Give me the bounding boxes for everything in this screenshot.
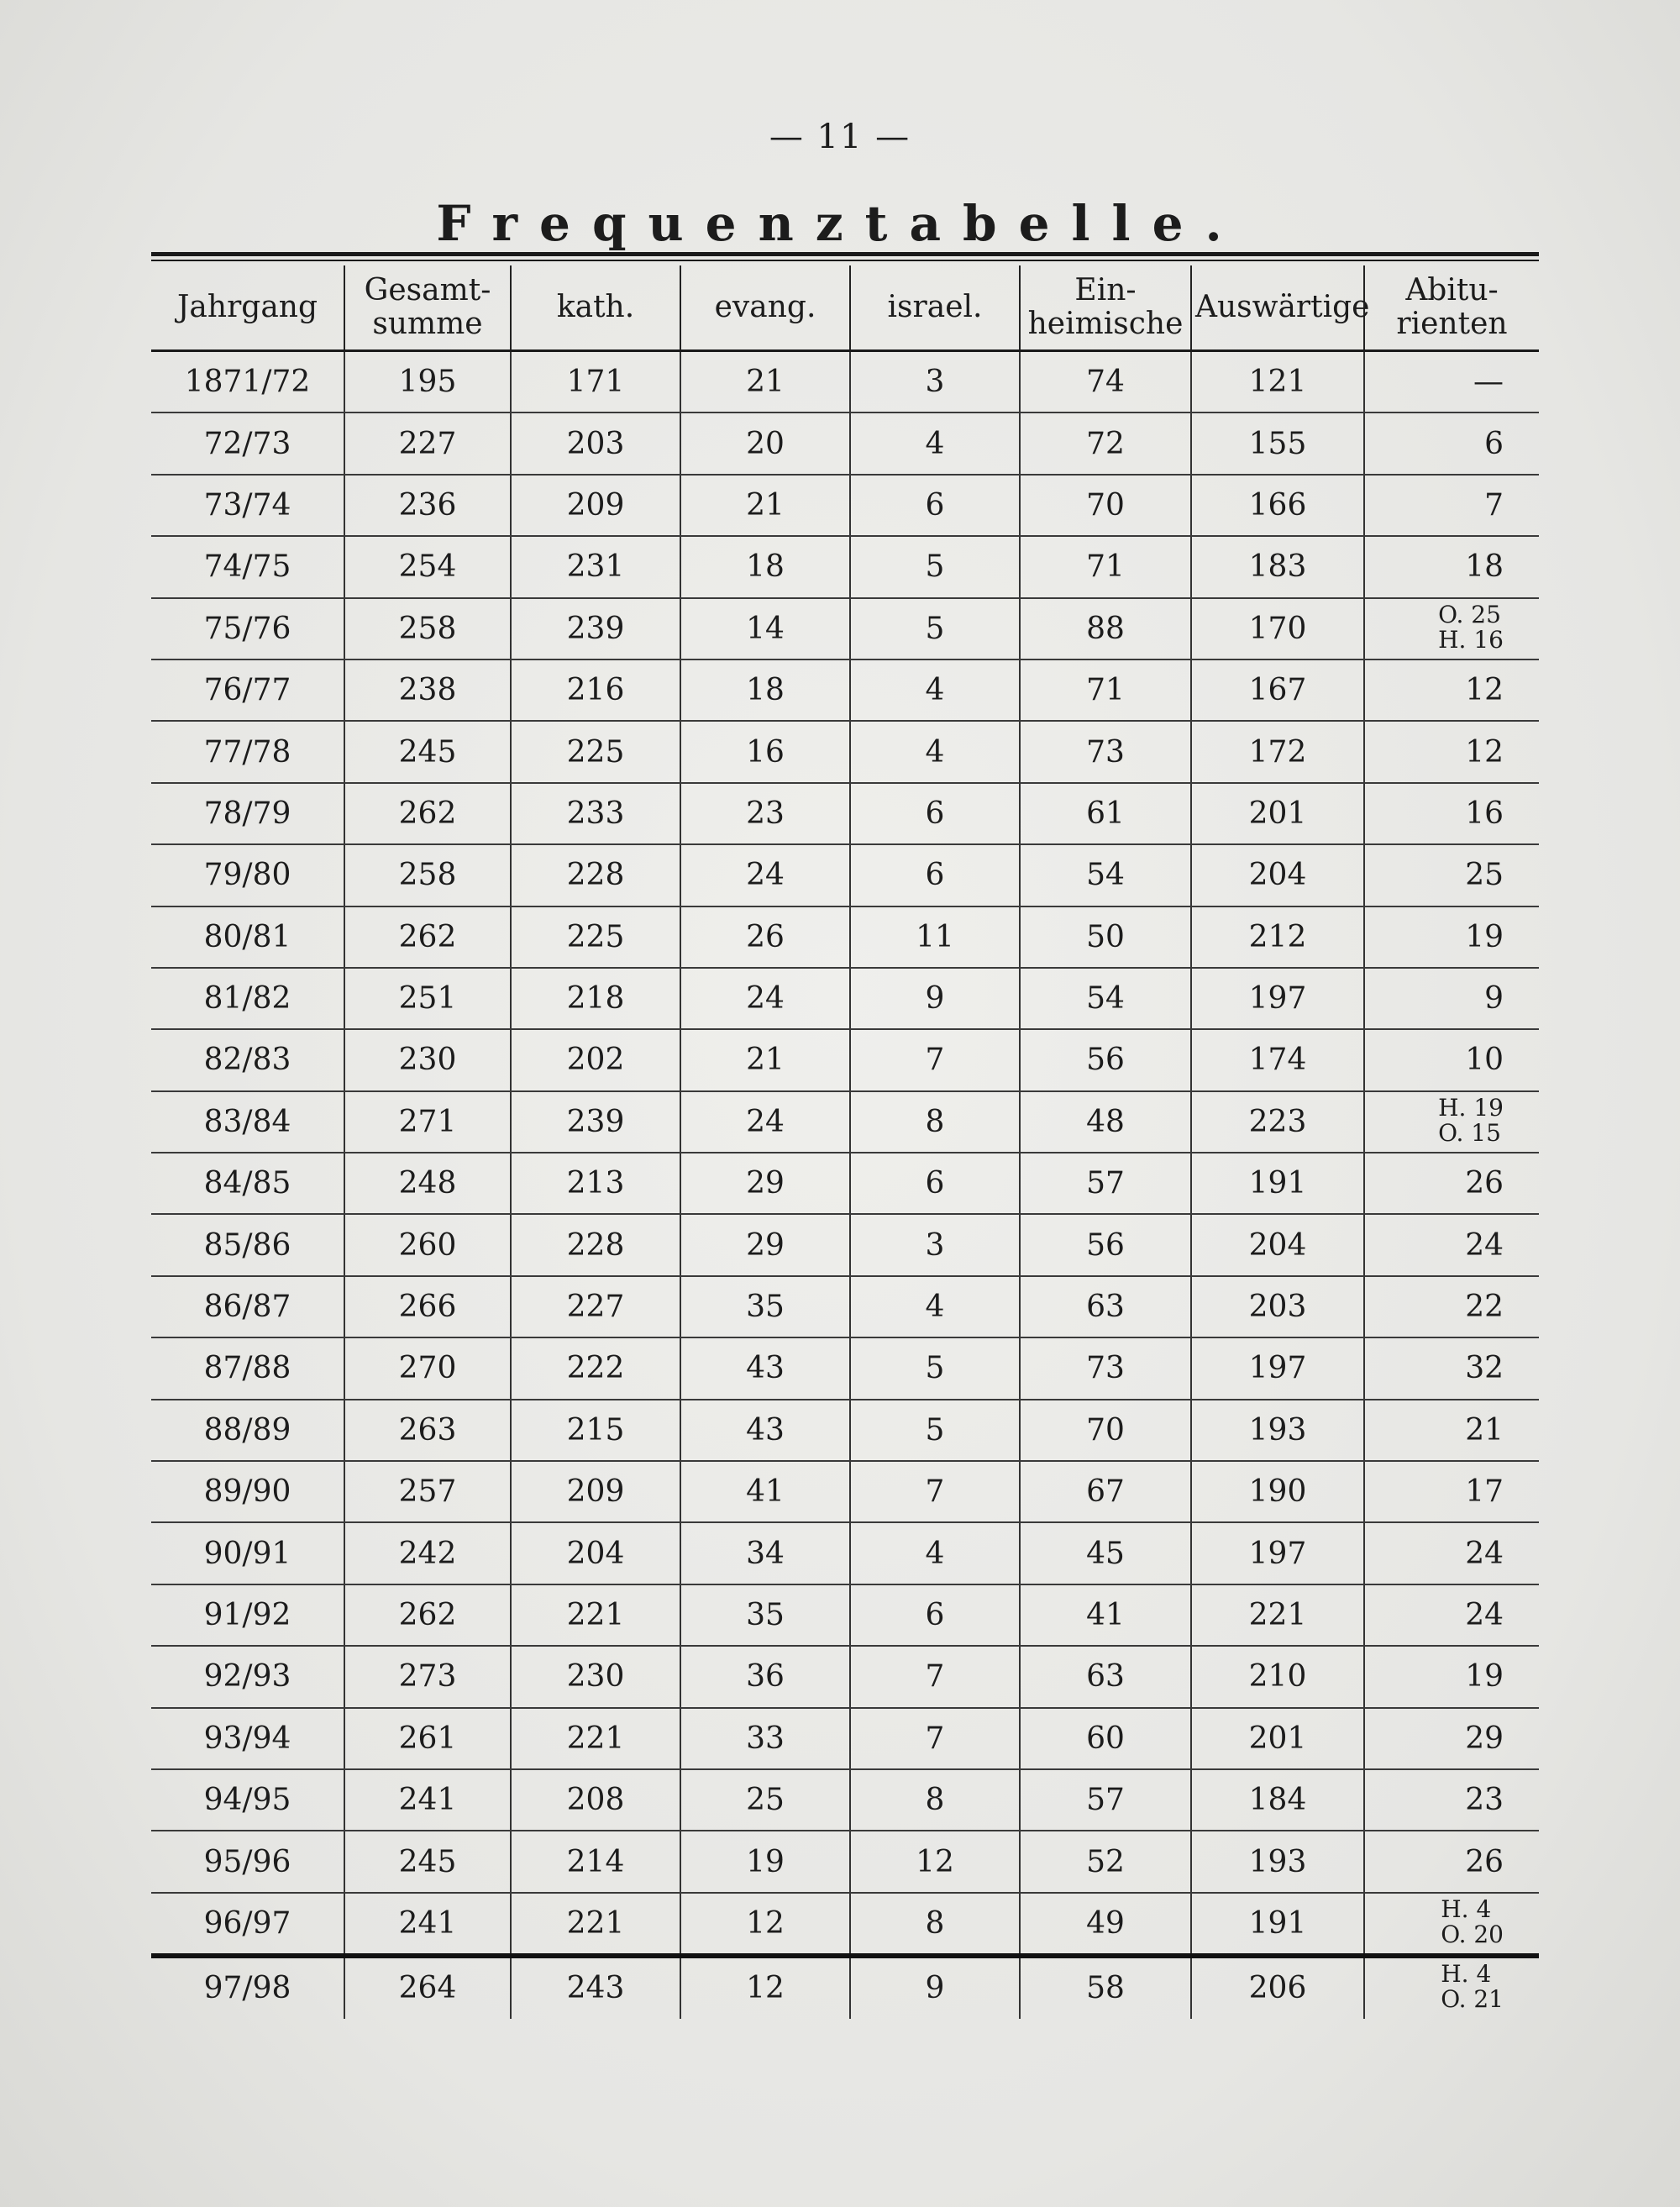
cell-year: 87/88 <box>151 1337 344 1399</box>
cell-graduates: 10 <box>1364 1029 1539 1090</box>
cell-nonlocal: 201 <box>1191 1708 1364 1769</box>
cell-year: 75/76 <box>151 598 344 659</box>
cell-graduates: — <box>1364 351 1539 413</box>
table-row <box>151 721 1539 782</box>
cell-nonlocal: 193 <box>1191 1831 1364 1892</box>
cell-jewish: 6 <box>850 1584 1020 1646</box>
cell-catholic: 215 <box>511 1400 680 1461</box>
cell-jewish: 6 <box>850 1153 1020 1214</box>
cell-total: 270 <box>344 1337 511 1399</box>
cell-total: 273 <box>344 1646 511 1707</box>
cell-year: 1871/72 <box>151 351 344 413</box>
graduates-split: H. 4 O. 20 <box>1441 1894 1504 1948</box>
cell-local: 61 <box>1020 783 1191 844</box>
cell-jewish: 8 <box>850 1091 1020 1153</box>
cell-graduates: 24 <box>1364 1584 1539 1646</box>
cell-graduates: 26 <box>1364 1831 1539 1892</box>
cell-local: 70 <box>1020 1400 1191 1461</box>
table-row <box>151 1893 1539 1956</box>
cell-local: 72 <box>1020 412 1191 474</box>
cell-graduates <box>1364 1893 1539 1956</box>
top-rule-thin <box>151 260 1539 261</box>
cell-protestant: 35 <box>680 1276 850 1337</box>
cell-year: 93/94 <box>151 1708 344 1769</box>
cell-local: 54 <box>1020 968 1191 1029</box>
cell-catholic: 231 <box>511 536 680 597</box>
cell-year: 89/90 <box>151 1461 344 1522</box>
column-header-protestant: evang. <box>680 265 850 351</box>
cell-nonlocal: 184 <box>1191 1769 1364 1831</box>
cell-total: 262 <box>344 906 511 968</box>
cell-graduates: 6 <box>1364 412 1539 474</box>
cell-protestant: 21 <box>680 1029 850 1090</box>
cell-jewish: 4 <box>850 412 1020 474</box>
cell-local: 73 <box>1020 1337 1191 1399</box>
cell-total: 245 <box>344 1831 511 1892</box>
cell-catholic: 225 <box>511 721 680 782</box>
cell-year: 92/93 <box>151 1646 344 1707</box>
cell-nonlocal: 197 <box>1191 968 1364 1029</box>
cell-total: 195 <box>344 351 511 413</box>
cell-year: 79/80 <box>151 844 344 906</box>
column-header-year: Jahrgang <box>151 265 344 351</box>
cell-year: 76/77 <box>151 659 344 721</box>
table-row <box>151 1276 1539 1337</box>
cell-total: 254 <box>344 536 511 597</box>
cell-graduates: 22 <box>1364 1276 1539 1337</box>
table-body <box>151 351 1539 2019</box>
cell-protestant: 19 <box>680 1831 850 1892</box>
cell-local: 54 <box>1020 844 1191 906</box>
cell-jewish: 3 <box>850 1214 1020 1275</box>
cell-jewish: 7 <box>850 1646 1020 1707</box>
cell-local: 45 <box>1020 1522 1191 1584</box>
cell-total: 258 <box>344 598 511 659</box>
cell-nonlocal: 193 <box>1191 1400 1364 1461</box>
page-number: — 11 — <box>769 118 911 156</box>
cell-year: 83/84 <box>151 1091 344 1153</box>
cell-year: 77/78 <box>151 721 344 782</box>
cell-graduates: 26 <box>1364 1153 1539 1214</box>
cell-jewish: 7 <box>850 1029 1020 1090</box>
cell-graduates <box>1364 1091 1539 1153</box>
table-row <box>151 1400 1539 1461</box>
cell-nonlocal: 172 <box>1191 721 1364 782</box>
cell-jewish: 8 <box>850 1893 1020 1956</box>
cell-graduates: 24 <box>1364 1522 1539 1584</box>
cell-graduates: 32 <box>1364 1337 1539 1399</box>
cell-catholic: 239 <box>511 1091 680 1153</box>
cell-protestant: 26 <box>680 906 850 968</box>
cell-catholic: 233 <box>511 783 680 844</box>
cell-jewish: 9 <box>850 968 1020 1029</box>
table-row <box>151 968 1539 1029</box>
cell-jewish: 3 <box>850 351 1020 413</box>
cell-protestant: 12 <box>680 1956 850 2018</box>
cell-catholic: 171 <box>511 351 680 413</box>
cell-protestant: 23 <box>680 783 850 844</box>
column-header-catholic: kath. <box>511 265 680 351</box>
cell-nonlocal: 204 <box>1191 844 1364 906</box>
cell-graduates: 7 <box>1364 475 1539 536</box>
cell-catholic: 221 <box>511 1708 680 1769</box>
cell-catholic: 213 <box>511 1153 680 1214</box>
frequency-table <box>151 265 1539 2019</box>
cell-protestant: 41 <box>680 1461 850 1522</box>
cell-nonlocal: 166 <box>1191 475 1364 536</box>
cell-catholic: 239 <box>511 598 680 659</box>
cell-nonlocal: 190 <box>1191 1461 1364 1522</box>
cell-local: 74 <box>1020 351 1191 413</box>
cell-total: 238 <box>344 659 511 721</box>
cell-protestant: 35 <box>680 1584 850 1646</box>
cell-jewish: 4 <box>850 659 1020 721</box>
cell-local: 60 <box>1020 1708 1191 1769</box>
table-row <box>151 1584 1539 1646</box>
cell-total: 227 <box>344 412 511 474</box>
cell-local: 71 <box>1020 536 1191 597</box>
cell-protestant: 24 <box>680 968 850 1029</box>
cell-protestant: 18 <box>680 536 850 597</box>
table-row <box>151 1091 1539 1153</box>
cell-nonlocal: 204 <box>1191 1214 1364 1275</box>
cell-local: 88 <box>1020 598 1191 659</box>
table-row <box>151 659 1539 721</box>
cell-jewish: 4 <box>850 721 1020 782</box>
cell-jewish: 5 <box>850 1400 1020 1461</box>
cell-jewish: 5 <box>850 598 1020 659</box>
table-row <box>151 598 1539 659</box>
cell-nonlocal: 155 <box>1191 412 1364 474</box>
cell-local: 50 <box>1020 906 1191 968</box>
table-row <box>151 1337 1539 1399</box>
cell-protestant: 21 <box>680 351 850 413</box>
cell-year: 80/81 <box>151 906 344 968</box>
cell-total: 258 <box>344 844 511 906</box>
table-row <box>151 1708 1539 1769</box>
cell-protestant: 36 <box>680 1646 850 1707</box>
cell-nonlocal: 206 <box>1191 1956 1364 2018</box>
cell-total: 262 <box>344 1584 511 1646</box>
cell-catholic: 218 <box>511 968 680 1029</box>
cell-local: 57 <box>1020 1769 1191 1831</box>
cell-graduates: 19 <box>1364 906 1539 968</box>
cell-year: 85/86 <box>151 1214 344 1275</box>
cell-nonlocal: 197 <box>1191 1337 1364 1399</box>
cell-year: 72/73 <box>151 412 344 474</box>
column-header-nonlocal: Auswärtige <box>1191 265 1364 351</box>
cell-local: 52 <box>1020 1831 1191 1892</box>
table-header <box>151 265 1539 351</box>
cell-total: 236 <box>344 475 511 536</box>
cell-catholic: 243 <box>511 1956 680 2018</box>
cell-total: 245 <box>344 721 511 782</box>
table-row <box>151 351 1539 413</box>
top-rule-thick <box>151 252 1539 256</box>
cell-nonlocal: 201 <box>1191 783 1364 844</box>
cell-protestant: 20 <box>680 412 850 474</box>
cell-year: 86/87 <box>151 1276 344 1337</box>
cell-graduates: 12 <box>1364 721 1539 782</box>
cell-catholic: 203 <box>511 412 680 474</box>
cell-year: 88/89 <box>151 1400 344 1461</box>
cell-jewish: 7 <box>850 1461 1020 1522</box>
cell-catholic: 227 <box>511 1276 680 1337</box>
column-header-jewish: israel. <box>850 265 1020 351</box>
cell-local: 56 <box>1020 1214 1191 1275</box>
cell-jewish: 12 <box>850 1831 1020 1892</box>
cell-protestant: 29 <box>680 1214 850 1275</box>
cell-total: 271 <box>344 1091 511 1153</box>
cell-total: 263 <box>344 1400 511 1461</box>
cell-nonlocal: 191 <box>1191 1893 1364 1956</box>
cell-local: 63 <box>1020 1276 1191 1337</box>
cell-jewish: 8 <box>850 1769 1020 1831</box>
cell-nonlocal: 183 <box>1191 536 1364 597</box>
cell-year: 96/97 <box>151 1893 344 1956</box>
table-row <box>151 844 1539 906</box>
cell-local: 41 <box>1020 1584 1191 1646</box>
cell-protestant: 16 <box>680 721 850 782</box>
table-row <box>151 1646 1539 1707</box>
cell-total: 264 <box>344 1956 511 2018</box>
cell-jewish: 4 <box>850 1522 1020 1584</box>
cell-local: 49 <box>1020 1893 1191 1956</box>
cell-nonlocal: 203 <box>1191 1276 1364 1337</box>
cell-year: 94/95 <box>151 1769 344 1831</box>
cell-graduates: 21 <box>1364 1400 1539 1461</box>
cell-graduates: 16 <box>1364 783 1539 844</box>
header-row <box>151 265 1539 351</box>
cell-jewish: 6 <box>850 783 1020 844</box>
cell-total: 260 <box>344 1214 511 1275</box>
cell-jewish: 4 <box>850 1276 1020 1337</box>
cell-graduates: 29 <box>1364 1708 1539 1769</box>
cell-protestant: 21 <box>680 475 850 536</box>
cell-nonlocal: 121 <box>1191 351 1364 413</box>
cell-jewish: 9 <box>850 1956 1020 2018</box>
cell-protestant: 24 <box>680 1091 850 1153</box>
cell-protestant: 18 <box>680 659 850 721</box>
cell-year: 90/91 <box>151 1522 344 1584</box>
table-row <box>151 1153 1539 1214</box>
cell-local: 70 <box>1020 475 1191 536</box>
cell-jewish: 6 <box>850 475 1020 536</box>
table-row <box>151 412 1539 474</box>
table-row <box>151 1214 1539 1275</box>
cell-year: 82/83 <box>151 1029 344 1090</box>
cell-nonlocal: 197 <box>1191 1522 1364 1584</box>
cell-local: 67 <box>1020 1461 1191 1522</box>
cell-graduates: 9 <box>1364 968 1539 1029</box>
cell-local: 63 <box>1020 1646 1191 1707</box>
cell-nonlocal: 174 <box>1191 1029 1364 1090</box>
cell-catholic: 230 <box>511 1646 680 1707</box>
column-header-graduates: Abitu- rienten <box>1364 265 1539 351</box>
cell-jewish: 5 <box>850 1337 1020 1399</box>
cell-graduates: 23 <box>1364 1769 1539 1831</box>
cell-graduates: 18 <box>1364 536 1539 597</box>
table-row <box>151 1522 1539 1584</box>
column-header-local: Ein- heimische <box>1020 265 1191 351</box>
cell-total: 248 <box>344 1153 511 1214</box>
cell-nonlocal: 212 <box>1191 906 1364 968</box>
cell-year: 81/82 <box>151 968 344 1029</box>
cell-local: 56 <box>1020 1029 1191 1090</box>
cell-catholic: 208 <box>511 1769 680 1831</box>
table-row <box>151 783 1539 844</box>
cell-catholic: 214 <box>511 1831 680 1892</box>
cell-protestant: 12 <box>680 1893 850 1956</box>
cell-catholic: 225 <box>511 906 680 968</box>
cell-year: 78/79 <box>151 783 344 844</box>
cell-total: 261 <box>344 1708 511 1769</box>
table-row <box>151 1769 1539 1831</box>
cell-total: 257 <box>344 1461 511 1522</box>
graduates-split: O. 25 H. 16 <box>1438 600 1504 654</box>
cell-graduates: 17 <box>1364 1461 1539 1522</box>
cell-graduates: 19 <box>1364 1646 1539 1707</box>
cell-graduates <box>1364 1956 1539 2018</box>
cell-local: 57 <box>1020 1153 1191 1214</box>
cell-year: 73/74 <box>151 475 344 536</box>
table-title: Frequenztabelle. <box>436 195 1244 252</box>
cell-nonlocal: 170 <box>1191 598 1364 659</box>
cell-year: 91/92 <box>151 1584 344 1646</box>
cell-local: 48 <box>1020 1091 1191 1153</box>
cell-protestant: 14 <box>680 598 850 659</box>
cell-graduates: 24 <box>1364 1214 1539 1275</box>
cell-catholic: 221 <box>511 1893 680 1956</box>
table-row <box>151 475 1539 536</box>
cell-catholic: 221 <box>511 1584 680 1646</box>
cell-graduates: 25 <box>1364 844 1539 906</box>
cell-protestant: 29 <box>680 1153 850 1214</box>
table-row <box>151 906 1539 968</box>
cell-graduates <box>1364 598 1539 659</box>
table-row <box>151 1956 1539 2018</box>
column-header-total: Gesamt- summe <box>344 265 511 351</box>
table-row <box>151 1029 1539 1090</box>
cell-catholic: 202 <box>511 1029 680 1090</box>
cell-total: 262 <box>344 783 511 844</box>
cell-total: 230 <box>344 1029 511 1090</box>
cell-total: 241 <box>344 1893 511 1956</box>
cell-catholic: 228 <box>511 1214 680 1275</box>
cell-nonlocal: 191 <box>1191 1153 1364 1214</box>
cell-catholic: 209 <box>511 1461 680 1522</box>
graduates-split: H. 19 O. 15 <box>1438 1093 1504 1147</box>
cell-catholic: 222 <box>511 1337 680 1399</box>
cell-protestant: 43 <box>680 1337 850 1399</box>
cell-protestant: 34 <box>680 1522 850 1584</box>
cell-catholic: 204 <box>511 1522 680 1584</box>
cell-catholic: 209 <box>511 475 680 536</box>
cell-protestant: 43 <box>680 1400 850 1461</box>
cell-local: 58 <box>1020 1956 1191 2018</box>
cell-total: 242 <box>344 1522 511 1584</box>
cell-jewish: 11 <box>850 906 1020 968</box>
cell-total: 241 <box>344 1769 511 1831</box>
cell-jewish: 6 <box>850 844 1020 906</box>
cell-catholic: 228 <box>511 844 680 906</box>
cell-nonlocal: 221 <box>1191 1584 1364 1646</box>
cell-graduates: 12 <box>1364 659 1539 721</box>
cell-protestant: 24 <box>680 844 850 906</box>
cell-jewish: 7 <box>850 1708 1020 1769</box>
cell-total: 266 <box>344 1276 511 1337</box>
cell-year: 95/96 <box>151 1831 344 1892</box>
cell-local: 73 <box>1020 721 1191 782</box>
cell-nonlocal: 167 <box>1191 659 1364 721</box>
cell-catholic: 216 <box>511 659 680 721</box>
cell-local: 71 <box>1020 659 1191 721</box>
table-row <box>151 1831 1539 1892</box>
cell-jewish: 5 <box>850 536 1020 597</box>
cell-year: 74/75 <box>151 536 344 597</box>
table-row <box>151 536 1539 597</box>
cell-total: 251 <box>344 968 511 1029</box>
cell-protestant: 33 <box>680 1708 850 1769</box>
cell-nonlocal: 223 <box>1191 1091 1364 1153</box>
table-row <box>151 1461 1539 1522</box>
cell-year: 84/85 <box>151 1153 344 1214</box>
cell-protestant: 25 <box>680 1769 850 1831</box>
cell-nonlocal: 210 <box>1191 1646 1364 1707</box>
graduates-split: H. 4 O. 21 <box>1441 1960 1504 2014</box>
cell-year: 97/98 <box>151 1956 344 2018</box>
